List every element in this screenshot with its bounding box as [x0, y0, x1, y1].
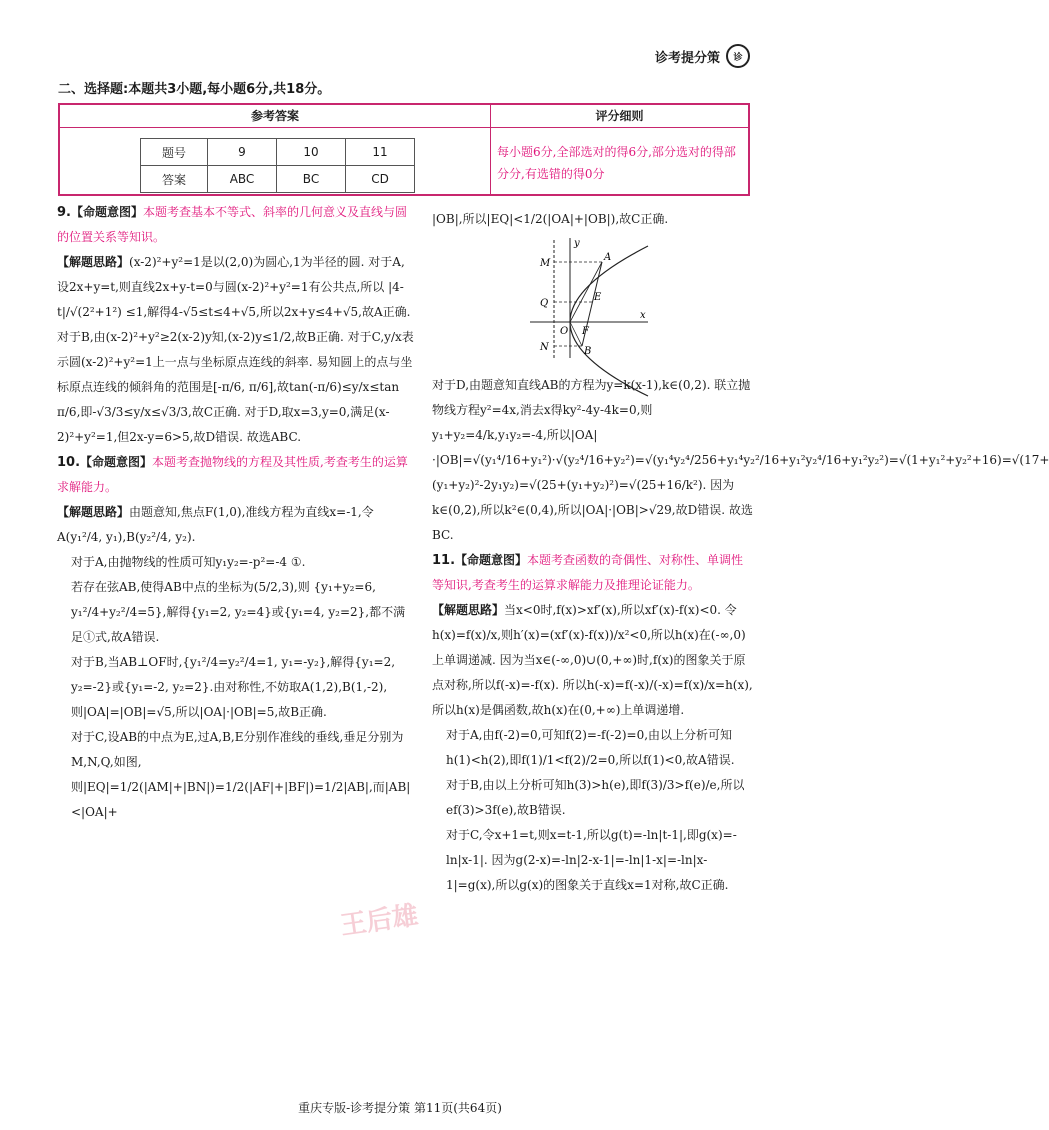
q10-solution: 【解题思路】由题意知,焦点F(1,0),准线方程为直线x=-1,令A(y₁²/4, y₁),B(y₂²/4, y₂).	[57, 505, 374, 544]
q9-solution: 【解题思路】(x-2)²+y²=1是以(2,0)为圆心,1为半径的圆. 对于A,设2x+y=t,则直线2x+y-t=0与圆(x-2)²+y²=1有公共点,所以 |4-t|/√(2²+1²) ≤1,解得4-√5≤t≤4+√5,所以2x+y≤4+√5,故A正确. 对于B,由(x-2)²+y²≥2(x-2)y知,(x-2)y≤1/2,故B正确. 对于C,y/x表示圆(x-2)²+y²=1上一点与坐标原点连线的斜率. 易知圆上的点与坐标原点连线的倾斜角的范围是[-π/6, π/6],故tan(-π/6)≤y/x≤tan π/6,即-√3/3≤y/x≤√3/3,故C正确. 对于D,取x=3,y=0,满足(x-2)²+y²=1,但2x-y=6>5,故D错误. 故选ABC.	[57, 255, 414, 444]
label-Q: Q	[540, 298, 549, 309]
q10-line: 对于C,设AB的中点为E,过A,B,E分别作准线的垂线,垂足分别为M,N,Q,如图,则|EQ|=1/2(|AM|+|BN|)=1/2(|AF|+|BF|)=1/2|AB|,而|AB|<|OA|+	[71, 730, 411, 819]
q10-line: 对于B,当AB⊥OF时,{y₁²/4=y₂²/4=1, y₁=-y₂},解得{y₁=2, y₂=-2}或{y₁=-2, y₂=2}.由对称性,不妨取A(1,2),B(1,-2),则|OA|=|OB|=√5,所以|OA|·|OB|=5,故B正确.	[71, 655, 396, 719]
answer-head: 参考答案	[60, 105, 490, 128]
q10-cont: |OB|,所以|EQ|<1/2(|OA|+|OB|),故C正确.	[432, 212, 669, 226]
q10-line: 若存在弦AB,使得AB中点的坐标为(5/2,3),则 {y₁+y₂=6, y₁²/4+y₂²/4=5},解得{y₁=2, y₂=4}或{y₁=4, y₂=2},都不满足①式,故A错误.	[71, 580, 406, 644]
table-row	[141, 139, 415, 166]
label-E: E	[594, 292, 602, 303]
q11-line: 对于C,令x+1=t,则x=t-1,所以g(t)=-ln|t-1|,即g(x)=-ln|x-1|. 因为g(2-x)=-ln|2-x-1|=-ln|1-x|=-ln|x-1|=g(x),所以g(x)的图象关于直线x=1对称,故C正确.	[446, 828, 737, 892]
page-header	[655, 44, 750, 68]
scoring-text: 每小题6分,全部选对的得6分,部分选对的得部分分,有选错的得0分	[497, 145, 736, 181]
watermark: 王后雄	[338, 900, 421, 942]
answer-box	[58, 103, 750, 196]
q10-line: 对于A,由抛物线的性质可知y₁y₂=-p²=-4 ①.	[71, 555, 306, 569]
brand-logo-icon: 诊	[726, 44, 750, 68]
q10-intent: 10.【命题意图】本题考查抛物线的方程及其性质,考查考生的运算求解能力。	[57, 455, 408, 494]
label-O: O	[560, 326, 569, 337]
q11-line: 对于B,由以上分析可知h(3)>h(e),即f(3)/3>f(e)/e,所以ef(3)>3f(e),故B错误.	[446, 778, 745, 817]
section-title: 二、选择题:本题共3小题,每小题6分,共18分。	[58, 82, 331, 97]
label-F: F	[582, 326, 589, 337]
answer-box-right	[491, 105, 748, 194]
label-y: y	[574, 238, 580, 249]
q-num-cell: 10	[277, 139, 346, 166]
left-column	[57, 200, 415, 825]
q11-line: 对于A,由f(-2)=0,可知f(2)=-f(-2)=0,由以上分析可知h(1)<h(2),即f(1)/1<f(2)/2=0,所以f(1)<0,故A错误.	[446, 728, 735, 767]
q11-intent: 11.【命题意图】本题考查函数的奇偶性、对称性、单调性等知识,考查考生的运算求解能力及推理论证能力。	[432, 553, 744, 592]
page-footer: 重庆专版-诊考提分策 第11页(共64页)	[298, 1101, 502, 1115]
q-num-cell: 11	[346, 139, 415, 166]
answer-cell: BC	[277, 166, 346, 193]
header-title: 诊考提分策	[654, 50, 720, 66]
answer-cell: CD	[346, 166, 415, 193]
q10-part-d: 对于D,由题意知直线AB的方程为y=k(x-1),k∈(0,2). 联立抛物线方程y²=4x,消去x得ky²-4y-4k=0,则y₁+y₂=4/k,y₁y₂=-4,所以|OA|·|OB|=√(y₁⁴/16+y₁²)·√(y₂⁴/16+y₂²)=√(y₁⁴y₂⁴/256+y₁⁴y₂²/16+y₁²y₂⁴/16+y₁²y₂²)=√(1+y₁²+y₂²+16)=√(17+(y₁+y₂)²-2y₁y₂)=√(25+(y₁+y₂)²)=√(25+16/k²). 因为k∈(0,2),所以k²∈(0,4),所以|OA|·|OB|>√29,故D错误. 故选BC.	[432, 378, 1049, 542]
q9-intent: 9.【命题意图】本题考查基本不等式、斜率的几何意义及直线与圆的位置关系等知识。	[57, 205, 408, 244]
right-column	[432, 207, 1049, 898]
table-row	[141, 166, 415, 193]
q-num-cell: 9	[208, 139, 277, 166]
label-A: A	[604, 252, 612, 263]
label-M: M	[540, 258, 551, 269]
answer-table	[140, 138, 415, 193]
parabola-figure	[530, 236, 650, 360]
q11-solution: 【解题思路】当x<0时,f(x)>xf′(x),所以xf′(x)-f(x)<0. 令h(x)=f(x)/x,则h′(x)=(xf′(x)-f(x))/x²<0,所以h(x)在(-∞,0)上单调递减. 因为当x∈(-∞,0)∪(0,+∞)时,f(x)的图象关于原点对称,所以f(-x)=-f(x). 所以h(-x)=f(-x)/(-x)=f(x)/x=h(x),所以h(x)是偶函数,故h(x)在(0,+∞)上单调递增.	[432, 603, 753, 717]
row-label-ans: 答案	[141, 166, 208, 193]
answer-box-left	[60, 105, 491, 194]
answer-cell: ABC	[208, 166, 277, 193]
label-N: N	[540, 342, 549, 353]
label-B: B	[584, 346, 592, 357]
row-label-num: 题号	[141, 139, 208, 166]
scoring-head: 评分细则	[491, 105, 748, 128]
label-x: x	[640, 310, 646, 321]
